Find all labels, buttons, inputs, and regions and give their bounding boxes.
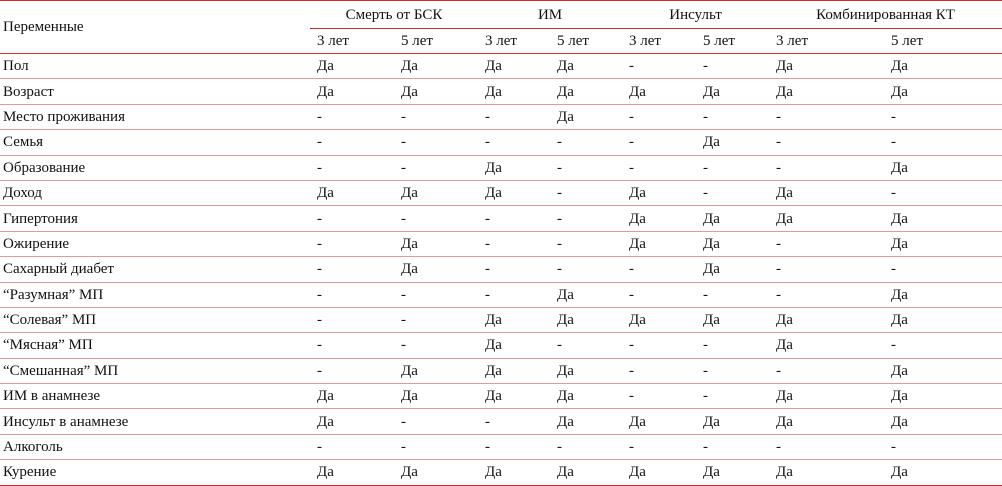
table-cell: Да xyxy=(884,409,1002,434)
variable-label: Гипертония xyxy=(0,206,310,231)
table-cell: Да xyxy=(478,333,550,358)
table-cell: Да xyxy=(769,79,884,104)
table-cell: - xyxy=(696,155,769,180)
table-row xyxy=(0,333,1002,358)
table-cell: - xyxy=(769,104,884,129)
table-cell: Да xyxy=(696,79,769,104)
table-row xyxy=(0,358,1002,383)
table-cell: - xyxy=(696,384,769,409)
group-header-mi: ИМ xyxy=(478,1,622,29)
table-cell: - xyxy=(478,231,550,256)
table-cell: - xyxy=(550,434,622,459)
table-cell: - xyxy=(884,333,1002,358)
table-row xyxy=(0,282,1002,307)
table-cell: - xyxy=(696,434,769,459)
table-cell: - xyxy=(550,155,622,180)
table-cell: Да xyxy=(696,307,769,332)
table-cell: - xyxy=(884,130,1002,155)
table-cell: - xyxy=(310,206,394,231)
table-cell: Да xyxy=(394,54,478,79)
table-cell: - xyxy=(394,333,478,358)
table-row xyxy=(0,180,1002,205)
table-cell: - xyxy=(310,307,394,332)
table-cell: - xyxy=(550,257,622,282)
table-cell: - xyxy=(550,130,622,155)
table-cell: Да xyxy=(394,460,478,485)
table-cell: - xyxy=(769,282,884,307)
table-cell: - xyxy=(622,257,696,282)
table-cell: Да xyxy=(394,358,478,383)
header-row-groups xyxy=(0,1,1002,29)
table-cell: - xyxy=(696,180,769,205)
table-cell: Да xyxy=(550,79,622,104)
variable-label: Семья xyxy=(0,130,310,155)
table-cell: - xyxy=(478,434,550,459)
table-cell: Да xyxy=(769,384,884,409)
table-row xyxy=(0,257,1002,282)
table-cell: Да xyxy=(696,257,769,282)
table-cell: Да xyxy=(696,409,769,434)
variable-label: “Солевая” МП xyxy=(0,307,310,332)
table-cell: Да xyxy=(622,180,696,205)
table-cell: - xyxy=(550,206,622,231)
table-cell: - xyxy=(884,180,1002,205)
table-cell: - xyxy=(550,180,622,205)
table-cell: - xyxy=(394,130,478,155)
table-cell: - xyxy=(310,358,394,383)
period-header: 5 лет xyxy=(696,29,769,54)
table-row xyxy=(0,104,1002,129)
variable-label: Доход xyxy=(0,180,310,205)
table-cell: Да xyxy=(550,282,622,307)
table-cell: Да xyxy=(769,54,884,79)
variable-column-header: Переменные xyxy=(0,1,310,54)
table-row xyxy=(0,307,1002,332)
table-cell: - xyxy=(310,155,394,180)
table-cell: - xyxy=(622,104,696,129)
period-header: 3 лет xyxy=(478,29,550,54)
table-cell: Да xyxy=(884,282,1002,307)
table-cell: Да xyxy=(622,409,696,434)
table-cell: - xyxy=(622,434,696,459)
table-cell: Да xyxy=(394,257,478,282)
table-cell: - xyxy=(769,358,884,383)
variable-label: “Мясная” МП xyxy=(0,333,310,358)
table-cell: - xyxy=(884,434,1002,459)
table-cell: - xyxy=(394,307,478,332)
period-header: 3 лет xyxy=(310,29,394,54)
table-cell: - xyxy=(622,54,696,79)
table-cell: - xyxy=(622,155,696,180)
table-cell: Да xyxy=(550,307,622,332)
table-cell: - xyxy=(696,104,769,129)
variable-label: Возраст xyxy=(0,79,310,104)
table-cell: Да xyxy=(478,155,550,180)
table-row xyxy=(0,409,1002,434)
table-row xyxy=(0,206,1002,231)
variable-label: ИМ в анамнезе xyxy=(0,384,310,409)
period-header: 3 лет xyxy=(622,29,696,54)
variable-label: Пол xyxy=(0,54,310,79)
table-cell: Да xyxy=(884,307,1002,332)
table-cell: Да xyxy=(394,180,478,205)
table-cell: Да xyxy=(394,79,478,104)
table-cell: Да xyxy=(550,384,622,409)
table-cell: - xyxy=(769,257,884,282)
table-row xyxy=(0,231,1002,256)
table-cell: Да xyxy=(622,460,696,485)
table-cell: - xyxy=(394,155,478,180)
table-cell: - xyxy=(478,409,550,434)
table-body xyxy=(0,54,1002,486)
table-cell: Да xyxy=(769,180,884,205)
table-cell: Да xyxy=(769,333,884,358)
table-row xyxy=(0,130,1002,155)
table-cell: Да xyxy=(310,384,394,409)
table-cell: Да xyxy=(478,79,550,104)
table-cell: Да xyxy=(478,180,550,205)
table-row xyxy=(0,460,1002,485)
table-cell: Да xyxy=(550,460,622,485)
table-cell: - xyxy=(622,384,696,409)
table-cell: - xyxy=(884,257,1002,282)
table-cell: Да xyxy=(696,460,769,485)
table-cell: - xyxy=(622,358,696,383)
table-cell: Да xyxy=(696,231,769,256)
variable-label: Инсульт в анамнезе xyxy=(0,409,310,434)
variable-label: Ожирение xyxy=(0,231,310,256)
table-row xyxy=(0,79,1002,104)
variable-label: Место проживания xyxy=(0,104,310,129)
table-row xyxy=(0,54,1002,79)
table-cell: Да xyxy=(884,358,1002,383)
table-cell: - xyxy=(394,409,478,434)
table-cell: Да xyxy=(394,231,478,256)
table-cell: Да xyxy=(478,358,550,383)
table-cell: Да xyxy=(884,79,1002,104)
table-cell: Да xyxy=(622,231,696,256)
table-cell: - xyxy=(478,282,550,307)
table-cell: - xyxy=(478,257,550,282)
table-cell: Да xyxy=(884,384,1002,409)
table-cell: - xyxy=(394,206,478,231)
table-row xyxy=(0,155,1002,180)
variable-label: Курение xyxy=(0,460,310,485)
table-cell: Да xyxy=(310,409,394,434)
table-cell: - xyxy=(769,434,884,459)
period-header: 5 лет xyxy=(394,29,478,54)
table-cell: - xyxy=(550,333,622,358)
table-cell: Да xyxy=(550,104,622,129)
group-header-bsk-death: Смерть от БСК xyxy=(310,1,478,29)
table-cell: - xyxy=(310,257,394,282)
table-cell: - xyxy=(310,434,394,459)
table-cell: - xyxy=(696,333,769,358)
table-cell: Да xyxy=(622,79,696,104)
table-cell: - xyxy=(769,130,884,155)
variable-label: Образование xyxy=(0,155,310,180)
variable-label: “Разумная” МП xyxy=(0,282,310,307)
variable-label: “Смешанная” МП xyxy=(0,358,310,383)
table-cell: Да xyxy=(884,231,1002,256)
table-cell: Да xyxy=(769,460,884,485)
table-cell: - xyxy=(310,104,394,129)
period-header: 5 лет xyxy=(550,29,622,54)
table-cell: Да xyxy=(310,54,394,79)
table-cell: - xyxy=(310,333,394,358)
period-header: 3 лет xyxy=(769,29,884,54)
table-cell: Да xyxy=(769,307,884,332)
table-cell: - xyxy=(394,282,478,307)
variable-label: Алкоголь xyxy=(0,434,310,459)
table-cell: Да xyxy=(769,409,884,434)
table-cell: - xyxy=(394,104,478,129)
table-cell: Да xyxy=(478,54,550,79)
period-header: 5 лет xyxy=(884,29,1002,54)
table-cell: Да xyxy=(884,206,1002,231)
table-cell: - xyxy=(884,104,1002,129)
table-cell: Да xyxy=(310,79,394,104)
table-cell: - xyxy=(622,333,696,358)
table-cell: Да xyxy=(884,54,1002,79)
table-cell: Да xyxy=(884,460,1002,485)
table-cell: Да xyxy=(550,358,622,383)
table-cell: Да xyxy=(696,130,769,155)
table-cell: - xyxy=(696,358,769,383)
table-cell: - xyxy=(769,155,884,180)
table-cell: Да xyxy=(622,206,696,231)
table-row xyxy=(0,384,1002,409)
table-cell: - xyxy=(478,130,550,155)
table-cell: - xyxy=(310,130,394,155)
table-cell: Да xyxy=(394,384,478,409)
table-cell: - xyxy=(696,54,769,79)
table-cell: Да xyxy=(478,384,550,409)
table-cell: - xyxy=(310,282,394,307)
table-cell: - xyxy=(478,104,550,129)
table-cell: Да xyxy=(478,460,550,485)
variable-label: Сахарный диабет xyxy=(0,257,310,282)
table-cell: - xyxy=(622,282,696,307)
table-cell: Да xyxy=(478,307,550,332)
table-cell: - xyxy=(550,231,622,256)
table-cell: Да xyxy=(622,307,696,332)
table-cell: - xyxy=(394,434,478,459)
table-cell: - xyxy=(310,231,394,256)
table-row xyxy=(0,434,1002,459)
table-cell: Да xyxy=(310,460,394,485)
table-cell: Да xyxy=(310,180,394,205)
table-cell: Да xyxy=(769,206,884,231)
group-header-stroke: Инсульт xyxy=(622,1,769,29)
table-cell: Да xyxy=(884,155,1002,180)
table-cell: Да xyxy=(696,206,769,231)
table-cell: - xyxy=(622,130,696,155)
table-cell: - xyxy=(696,282,769,307)
table-cell: - xyxy=(478,206,550,231)
table-cell: Да xyxy=(550,409,622,434)
table-cell: Да xyxy=(550,54,622,79)
group-header-combined-endpoint: Комбинированная КТ xyxy=(769,1,1002,29)
table-cell: - xyxy=(769,231,884,256)
